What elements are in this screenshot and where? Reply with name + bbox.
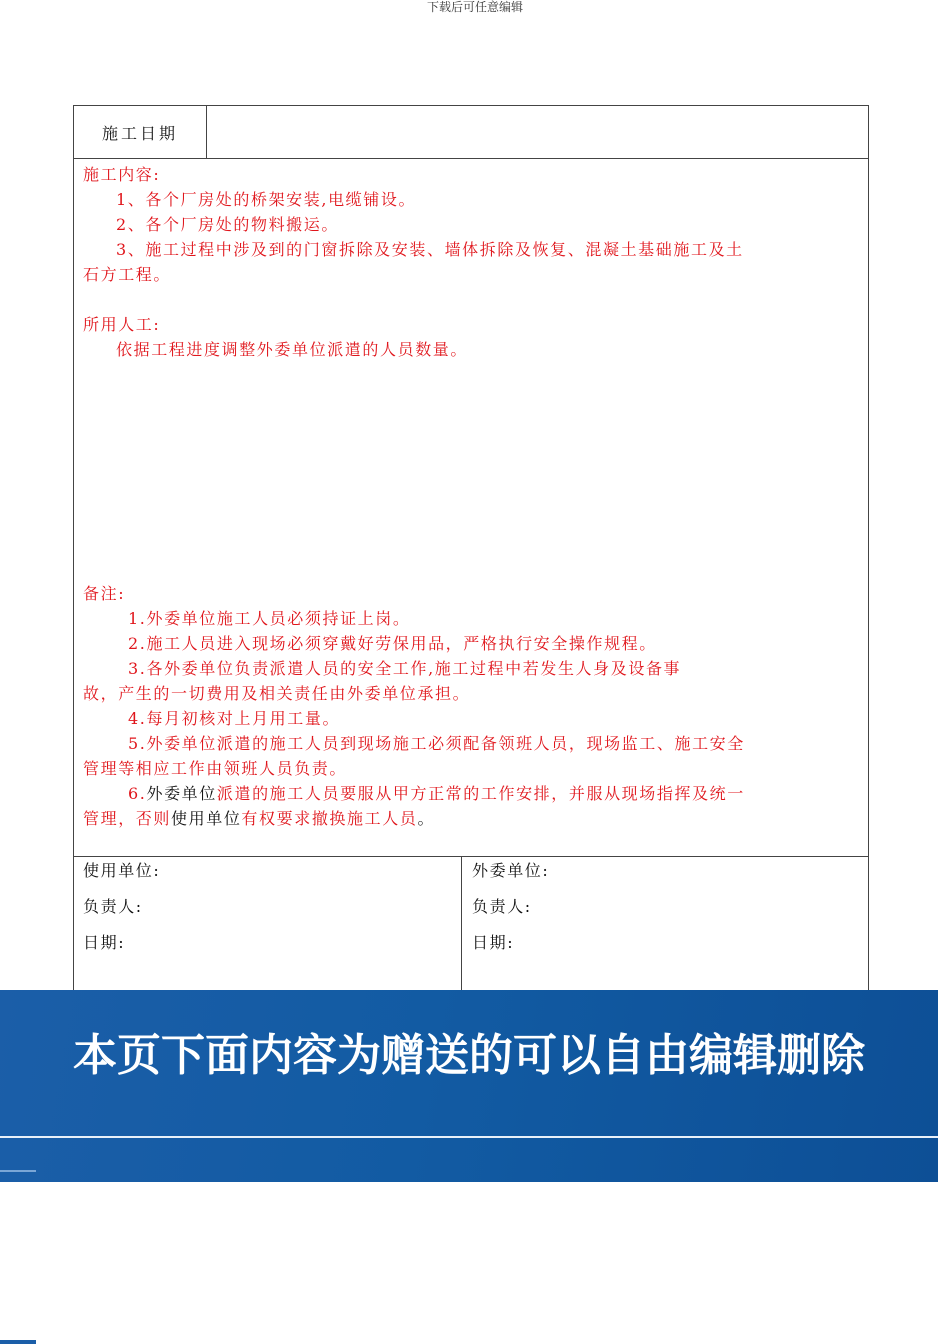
note-6-user-unit: 使用单位 xyxy=(171,809,242,828)
note-1: 1.外委单位施工人员必须持证上岗。 xyxy=(128,609,411,628)
signature-row xyxy=(74,856,868,990)
notes-section xyxy=(83,581,858,831)
contractor-signature xyxy=(462,857,868,991)
user-unit-signature xyxy=(74,857,462,991)
note-4: 4.每月初核对上月用工量。 xyxy=(128,709,341,728)
note-5-continued: 管理等相应工作由领班人员负责。 xyxy=(83,759,348,778)
note-6-text-2: 管理，否则 xyxy=(83,809,172,828)
note-3: 3.各外委单位负责派遣人员的安全工作,施工过程中若发生人身及设备事 xyxy=(128,659,682,678)
content-section xyxy=(83,162,858,362)
note-6-contractor: 外委单位 xyxy=(146,784,217,803)
note-3-continued: 故，产生的一切费用及相关责任由外委单位承担。 xyxy=(83,684,471,703)
banner-text: 本页下面内容为赠送的可以自由编辑删除 xyxy=(73,1030,865,1081)
corner-accent xyxy=(0,1340,36,1344)
user-unit-date-label: 日期: xyxy=(83,933,126,952)
content-item: 2、各个厂房处的物料搬运。 xyxy=(116,215,339,234)
note-6 xyxy=(83,781,858,806)
content-item-continued: 石方工程。 xyxy=(83,265,172,284)
user-unit-label: 使用单位: xyxy=(83,861,161,880)
date-row xyxy=(74,106,868,159)
notes-heading: 备注: xyxy=(83,584,126,603)
user-unit-person-label: 负责人: xyxy=(83,897,143,916)
contractor-unit-label: 外委单位: xyxy=(472,861,550,880)
contractor-date-label: 日期: xyxy=(472,933,515,952)
content-heading: 施工内容: xyxy=(83,165,161,184)
construction-form xyxy=(73,105,869,991)
page-header-caption: 下载后可任意编辑 xyxy=(426,0,523,14)
note-6-text: 派遣的施工人员要服从甲方正常的工作安排，并服从现场指挥及统一 xyxy=(216,784,745,803)
promo-banner xyxy=(0,990,938,1182)
note-6-number: 6. xyxy=(128,784,147,803)
content-item: 3、施工过程中涉及到的门窗拆除及安装、墙体拆除及恢复、混凝土基础施工及土 xyxy=(116,240,744,259)
note-5: 5.外委单位派遣的施工人员到现场施工必须配备领班人员，现场监工、施工安全 xyxy=(128,734,745,753)
content-item: 1、各个厂房处的桥架安装,电缆铺设。 xyxy=(116,190,417,209)
note-2: 2.施工人员进入现场必须穿戴好劳保用品，严格执行安全操作规程。 xyxy=(128,634,657,653)
labor-heading: 所用人工: xyxy=(83,315,161,334)
contractor-person-label: 负责人: xyxy=(472,897,532,916)
banner-divider xyxy=(0,1136,938,1138)
note-6-period: 。 xyxy=(417,809,436,828)
banner-accent-dash xyxy=(0,1170,36,1172)
note-6-continued xyxy=(83,806,858,831)
date-label: 施工日期 xyxy=(74,106,207,158)
labor-text: 依据工程进度调整外委单位派遣的人员数量。 xyxy=(116,340,469,359)
note-6-text-3: 有权要求撤换施工人员 xyxy=(241,809,418,828)
